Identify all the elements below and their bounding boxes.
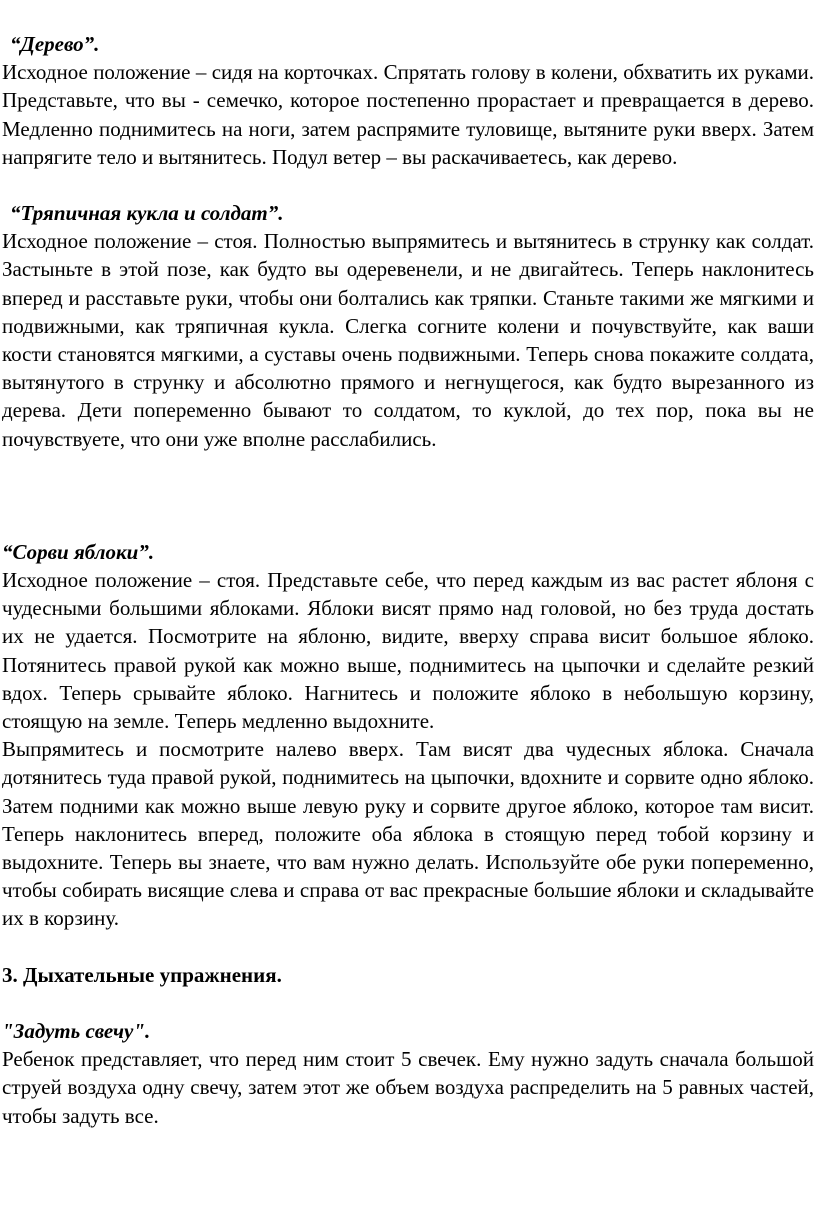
section-title-breathing: 3. Дыхательные упражнения. bbox=[2, 962, 282, 987]
exercise-heading-apples: “Сорви яблоки”. bbox=[2, 539, 155, 564]
exercise-heading-doll-soldier: “Тряпичная кукла и солдат”. bbox=[10, 201, 284, 226]
exercise-heading-tree: “Дерево”. bbox=[10, 32, 100, 56]
spacer bbox=[2, 171, 814, 199]
exercise-text-candle: Ребенок представляет, что перед ним стоит 5 свечек. Ему нужно задуть сначала большой струей воздуха одну свечу, затем этот же объем воздуха распределить на 5 равных частей, чтобы задуть все. bbox=[2, 1047, 814, 1128]
exercise-text-doll-soldier: Исходное положение – стоя. Полностью выпрямитесь и вытянитесь в струнку как солдат. Застыньте в этой позе, как будто вы одеревенели, и не двигайтесь. Теперь наклонитесь вперед и расставьте руки, чтобы они болтались как тряпки. Станьте такими же мягкими и подвижными, как тряпичная кукла. Слегка согните колени и почувствуйте, как ваши кости становятся мягкими, а суставы очень подвижными. Теперь снова покажите солдата, вытянутого в струнку и абсолютно прямого и негнущегося, как будто вырезанного из дерева. Дети попеременно бывают то солдатом, то куклой, до тех пор, пока вы не почувствуете, что они уже вполне расслабились. bbox=[2, 229, 814, 451]
exercise-text-apples: Исходное положение – стоя. Представьте себе, что перед каждым из вас растет яблоня с чудесными большими яблоками. Яблоки висят прямо над головой, но без труда достать их не удается. Посмотрите на яблоню, видите, вверху справа висит большое яблоко. Потянитесь правой рукой как можно выше, поднимитесь на цыпочки и сделайте резкий вдох. Теперь срывайте яблоко. Нагнитесь и положите яблоко в небольшую корзину, стоящую на земле. Теперь медленно выдохните. bbox=[2, 568, 814, 734]
exercise-heading-candle: "Задуть свечу". bbox=[2, 1018, 151, 1043]
spacer bbox=[2, 933, 814, 961]
exercise-text-apples-continued: Выпрямитесь и посмотрите налево вверх. Там висят два чудесных яблока. Сначала дотянитесь туда правой рукой, поднимитесь на цыпочки, вдохните и сорвите одно яблоко. Затем подними как можно выше левую руку и сорвите другое яблоко, которое там висит. Теперь наклонитесь вперед, положите оба яблока в стоящую перед тобой корзину и выдохните. Теперь вы знаете, что вам нужно делать. Используйте обе руки попеременно, чтобы собирать висящие слева и справа от вас прекрасные большие яблоки и складывайте их в корзину. bbox=[2, 737, 814, 931]
spacer bbox=[2, 989, 814, 1017]
exercise-text-tree: Исходное положение – сидя на корточках. Спрятать голову в колени, обхватить их руками. Представьте, что вы - семечко, которое постепенно прорастает и превращается в дерево. Медленно поднимитесь на ноги, затем распрямите туловище, вытяните руки вверх. Затем напрягите тело и вытянитесь. Подул ветер – вы раскачиваетесь, как дерево. bbox=[2, 60, 814, 169]
spacer bbox=[2, 453, 814, 538]
